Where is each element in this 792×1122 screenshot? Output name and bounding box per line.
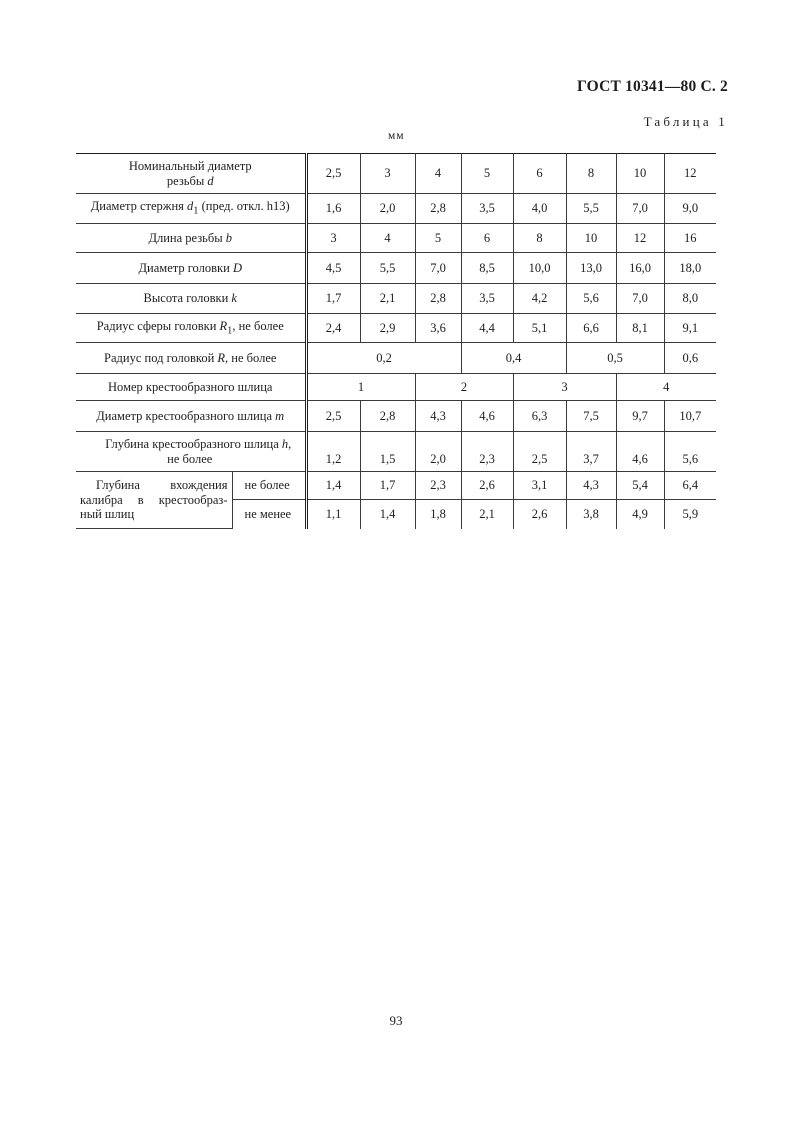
table-row — [76, 374, 716, 401]
table-caption: Таблица 1 — [643, 114, 728, 129]
table-cell: 6,3 — [513, 401, 566, 432]
label-variable: d — [207, 173, 214, 188]
table-cell: 4,0 — [513, 194, 566, 224]
table-row — [76, 432, 716, 472]
nominal-diameter-cell: 8 — [566, 154, 616, 194]
table-cell: 8,5 — [461, 253, 513, 284]
table-cell: 1,2 — [306, 432, 360, 472]
page-number: 93 — [389, 1013, 403, 1028]
table-row — [76, 314, 716, 343]
table-cell: 4,5 — [306, 253, 360, 284]
table-cell: 5,6 — [664, 432, 716, 472]
table-cell: 1,1 — [306, 500, 360, 529]
nominal-diameter-cell: 3 — [360, 154, 415, 194]
nominal-diameter-cell: 6 — [513, 154, 566, 194]
table-cell: 2,5 — [306, 401, 360, 432]
table-row — [76, 472, 716, 500]
table-row — [76, 343, 716, 374]
label-line: Номинальный диаметр — [128, 159, 252, 174]
table-cell-merged: 0,2 — [306, 343, 461, 374]
table-row — [76, 194, 716, 224]
table-cell: 1,8 — [415, 500, 461, 529]
table-cell: 5,9 — [682, 507, 699, 522]
table-cell: 6,4 — [664, 472, 716, 500]
table-cell: 3 — [306, 224, 360, 253]
table-cell: 2,8 — [415, 194, 461, 224]
table-cell: 7,0 — [616, 284, 664, 314]
table-cell-merged: 3 — [513, 374, 616, 401]
table-cell-merged: 0,5 — [566, 343, 664, 374]
row-label-nominal-diameter — [76, 154, 306, 194]
table-cell: 1,7 — [360, 472, 415, 500]
table-cell: 2,6 — [513, 500, 566, 529]
table-cell: 1,6 — [306, 194, 360, 224]
table-row — [76, 253, 716, 284]
table-cell: 4,4 — [461, 314, 513, 343]
table-cell: 2,6 — [461, 472, 513, 500]
dimensions-table — [76, 153, 716, 529]
table-cell: 2,0 — [360, 194, 415, 224]
table-cell: 1,7 — [306, 284, 360, 314]
table-cell: 3,6 — [415, 314, 461, 343]
table-cell: 4,3 — [566, 472, 616, 500]
table-cell: 2,0 — [415, 432, 461, 472]
table-cell: 7,0 — [415, 253, 461, 284]
table-cell: 4 — [360, 224, 415, 253]
table-row — [76, 284, 716, 314]
table-cell: 6 — [461, 224, 513, 253]
table-cell: 3,1 — [513, 472, 566, 500]
table-cell-merged: 2 — [415, 374, 513, 401]
table-cell: 4,6 — [616, 432, 664, 472]
table-cell: 5,6 — [566, 284, 616, 314]
row-label-thread-length: Длина резьбы b — [76, 224, 306, 253]
table-cell: 9,1 — [664, 314, 716, 343]
table-cell: 10,0 — [513, 253, 566, 284]
table-row — [76, 401, 716, 432]
row-label-slot-depth: Глубина крестообразного шлица h, не более — [76, 432, 306, 472]
table-cell: 8,1 — [616, 314, 664, 343]
table-cell: 5,5 — [360, 253, 415, 284]
table-cell: 18,0 — [664, 253, 716, 284]
nominal-diameter-cell: 10 — [616, 154, 664, 194]
table-cell: 13,0 — [566, 253, 616, 284]
table-cell: 2,8 — [360, 401, 415, 432]
table-cell-merged: 0,4 — [461, 343, 566, 374]
table-cell: 3,7 — [566, 432, 616, 472]
table-cell: 1,4 — [360, 500, 415, 529]
table-cell: 7,0 — [616, 194, 664, 224]
table-cell: 2,3 — [415, 472, 461, 500]
table-cell: 2,5 — [513, 432, 566, 472]
table-cell: 5,4 — [616, 472, 664, 500]
nominal-diameter-cell: 4 — [415, 154, 461, 194]
unit-label: мм — [388, 130, 405, 142]
row-label-head-sphere-radius: Радиус сферы головки $R_1$, не более — [76, 314, 306, 343]
document-reference: ГОСТ 10341—80 С. 2 — [576, 78, 728, 95]
row-label-gauge-max: не более — [232, 472, 306, 500]
table-cell: 9,0 — [664, 194, 716, 224]
table-cell: 4,3 — [415, 401, 461, 432]
label-line: резьбы — [166, 173, 205, 188]
table-cell: 3,5 — [461, 284, 513, 314]
table-cell: 2,4 — [306, 314, 360, 343]
nominal-diameter-cell: 2,5 — [306, 154, 360, 194]
table-cell: 9,7 — [616, 401, 664, 432]
table-cell: 3,5 — [461, 194, 513, 224]
table-cell: 1,4 — [306, 472, 360, 500]
table-cell: 8 — [513, 224, 566, 253]
table-row — [76, 224, 716, 253]
row-label-head-height: Высота головки k — [76, 284, 306, 314]
table-cell: 2,8 — [415, 284, 461, 314]
table-cell: 5,1 — [513, 314, 566, 343]
table-head-row — [76, 154, 716, 194]
row-label-gauge-min: не менее — [232, 500, 306, 529]
table-cell: 4,2 — [513, 284, 566, 314]
table-cell: 4,6 — [461, 401, 513, 432]
table-cell: 7,5 — [566, 401, 616, 432]
nominal-diameter-cell: 5 — [461, 154, 513, 194]
table-cell: 4,9 — [616, 500, 664, 529]
table-cell: 16,0 — [616, 253, 664, 284]
row-label-radius-under-head: Радиус под головкой R, не более — [76, 343, 306, 374]
table-cell: 10 — [566, 224, 616, 253]
row-label-shank-diameter: Диаметр стержня $d_1$ (пред. откл. h13) — [76, 194, 306, 224]
table-cell: 1,5 — [360, 432, 415, 472]
table-cell-merged: 1 — [306, 374, 415, 401]
table-cell: 5,5 — [566, 194, 616, 224]
table-cell: 6,6 — [566, 314, 616, 343]
row-label-head-diameter: Диаметр головки D — [76, 253, 306, 284]
table-cell: 2,9 — [360, 314, 415, 343]
row-label-gauge-depth: Глубина вхождения калибра в крестообраз- ный шлиц — [76, 472, 232, 529]
table-cell: 10,7 — [664, 401, 716, 432]
table-cell: 16 — [664, 224, 716, 253]
table-cell: 2,3 — [461, 432, 513, 472]
row-label-slot-number: Номер крестообразного шлица — [76, 374, 306, 401]
table-cell: 2,1 — [360, 284, 415, 314]
table-cell: 5 — [415, 224, 461, 253]
table-cell-merged: 4 — [616, 374, 716, 401]
table-cell: 8,0 — [664, 284, 716, 314]
row-label-slot-diameter: Диаметр крестообразного шлица m — [76, 401, 306, 432]
table-cell: 2,1 — [461, 500, 513, 529]
table-cell: 3,8 — [566, 500, 616, 529]
table-cell: 12 — [616, 224, 664, 253]
nominal-diameter-cell: 12 — [664, 154, 716, 194]
table-cell: 0,6 — [664, 343, 716, 374]
